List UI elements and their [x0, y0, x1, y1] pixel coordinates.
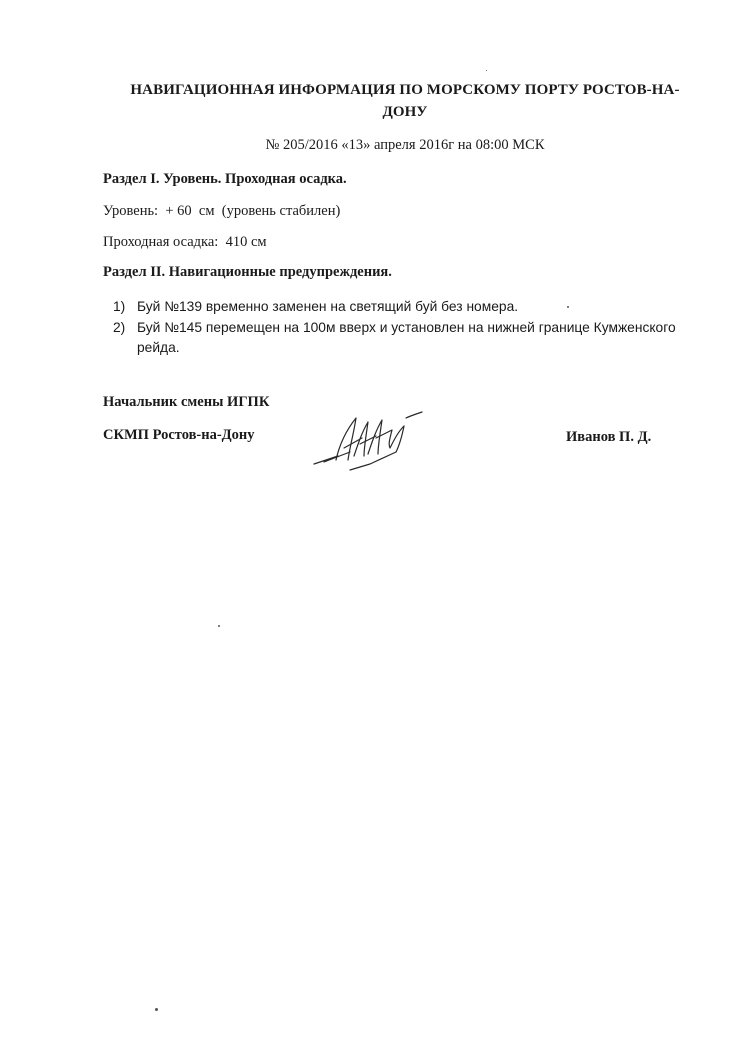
signer-organization: СКМП Ростов-на-Дону [103, 427, 255, 443]
water-level-line: Уровень: + 60 см (уровень стабилен) [103, 203, 341, 219]
scan-speck [155, 1008, 158, 1011]
section-2-heading: Раздел II. Навигационные предупреждения. [103, 264, 392, 280]
scan-speck [567, 306, 569, 308]
signer-name: Иванов П. Д. [566, 429, 652, 445]
passage-draft-line: Проходная осадка: 410 см [103, 234, 267, 250]
document-title: НАВИГАЦИОННАЯ ИНФОРМАЦИЯ ПО МОРСКОМУ ПОРТУ РОСТОВ-НА-ДОНУ [130, 82, 680, 120]
list-item [113, 318, 713, 358]
scan-speck [486, 70, 487, 71]
list-item-number: 1) [113, 299, 126, 314]
list-item-text: Буй №145 перемещен на 100м вверх и установлен на нижней границе Кумженского рейда. [137, 320, 676, 355]
signer-position: Начальник смены ИГПК [103, 394, 270, 410]
section-1-heading: Раздел I. Уровень. Проходная осадка. [103, 171, 347, 187]
list-item-number: 2) [113, 320, 126, 335]
handwritten-signature [310, 408, 430, 478]
list-item [113, 297, 713, 317]
scan-speck [218, 625, 220, 627]
list-item-text: Буй №139 временно заменен на светящий буй без номера. [137, 299, 519, 314]
document-number-line: № 205/2016 «13» апреля 2016г на 08:00 МСК [265, 137, 545, 153]
